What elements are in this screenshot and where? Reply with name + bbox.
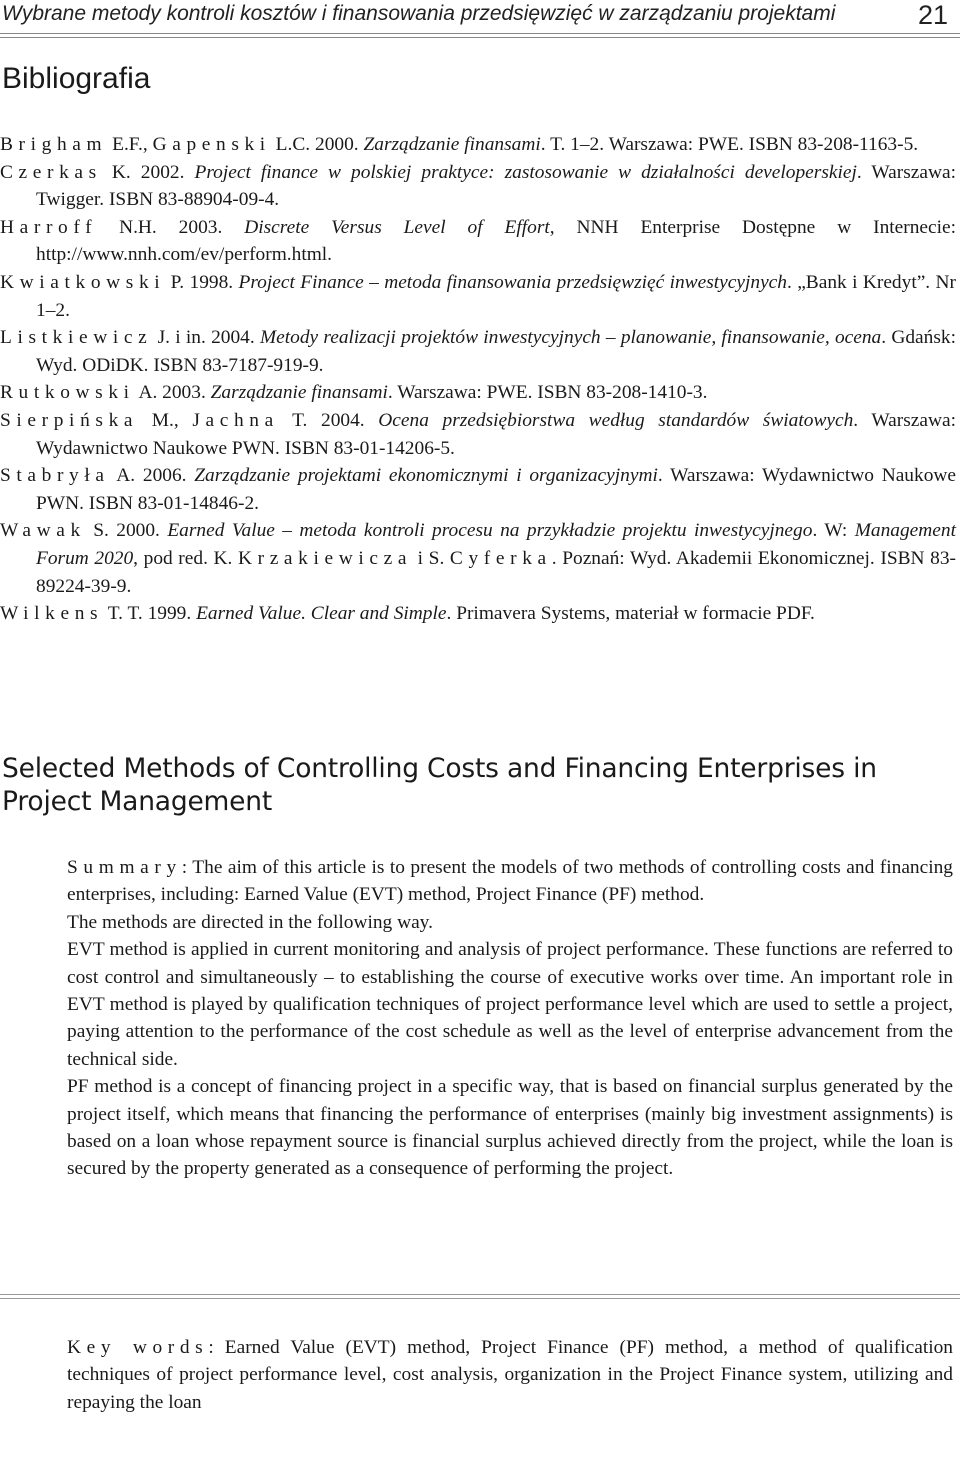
entry-text: E.F.,: [107, 134, 153, 155]
entry-title: Ocena przedsiębiorstwa według standardów światowych: [378, 409, 854, 431]
page-number: 21: [917, 0, 948, 30]
keywords-paragraph: [67, 1334, 953, 1416]
entry-text: . Primavera Systems, materiał w formacie PDF.: [446, 603, 815, 625]
entry-text: J. i in. 2004.: [152, 327, 260, 349]
entry-author: Wawak: [0, 520, 86, 542]
entry-text: S. 2000.: [85, 520, 168, 542]
entry-author: Rutkowski: [0, 382, 135, 404]
entry-text: A. 2006.: [109, 465, 195, 487]
entry-author: Listkiewicz: [0, 327, 153, 349]
keywords-text: : Earned Value (EVT) method, Project Finance (PF) method, a method of qualification techniques of project performance level, cost analysis, organization in the Project Finance system, utilizing and repaying the loan: [67, 1337, 953, 1413]
bibliography-heading: Bibliografia: [2, 62, 151, 95]
bibliography-entry: [0, 159, 956, 214]
entry-author: Harroff: [0, 216, 98, 238]
entry-text: . Warszawa: Wydawnictwo Naukowe PWN. ISBN 83-01-14846-2.: [36, 465, 957, 514]
summary-lead: : The aim of this article is to present the models of two methods of controlling costs and financing enterprises, including: Earned Value (EVT) method, Project Finance (PF) method.: [67, 857, 953, 906]
entry-title: Earned Value. Clear and Simple: [196, 603, 447, 625]
entry-author: Wilkens: [0, 603, 104, 625]
bibliography-entry: [0, 269, 956, 324]
entry-text: . „Bank i Kredyt”. Nr 1–2.: [36, 271, 956, 321]
entry-text: T. 2004.: [278, 409, 379, 431]
bibliography-entry: [0, 131, 956, 159]
section-rule: [0, 1294, 960, 1299]
english-title: Selected Methods of Controlling Costs and Financing Enterprises in Project Management: [2, 753, 877, 817]
entry-text: , NNH Enterprise Dostępne w Internecie: http://www.nnh.com/ev/perform.html.: [36, 216, 957, 266]
entry-author: Jachna: [192, 409, 279, 431]
entry-title: Earned Value – metoda kontroli procesu na przykładzie projektu inwestycyjnego: [167, 520, 813, 542]
bibliography-entry: [0, 324, 956, 379]
entry-title: Project finance w polskiej praktyce: zastosowanie w działalności developerskiej: [194, 161, 857, 183]
entry-author: Czerkas: [0, 161, 102, 183]
entry-text: . Poznań: Wyd. Akademii Ekonomicznej. ISBN 83-89224-39-9.: [36, 547, 956, 597]
entry-title: Zarządzanie finansami: [210, 382, 388, 404]
summary-paragraph: [67, 854, 953, 909]
entry-text: P. 1998.: [165, 271, 239, 293]
entry-author: Brigham: [0, 134, 108, 155]
entry-text: . Warszawa: Twigger. ISBN 83-88904-09-4.: [36, 161, 956, 211]
running-header-title: Wybrane metody kontroli kosztów i finansowania przedsięwzięć w zarządzaniu projektami: [2, 2, 836, 25]
bibliography-entry: [0, 517, 956, 600]
entry-title: Zarządzanie finansami: [363, 134, 541, 155]
summary-paragraph: EVT method is applied in current monitoring and analysis of project performance. These functions are referred to cost control and simultaneously – to establishing the course of executive works over time. An important role in EVT method is played by qualification techniques of project performance level which are used to settle a project, paying attention to the performance of the cost schedule as well as the level of enterprise advancement from the technical side.: [67, 939, 953, 1070]
keywords-label: Key words: [67, 1337, 209, 1358]
header-rule: [0, 33, 960, 38]
entry-editor: Cyferka: [449, 547, 552, 569]
bibliography-list: [0, 131, 956, 628]
bibliography-entry: [0, 214, 956, 269]
bibliography-entry: [0, 600, 956, 628]
entry-text: . Warszawa: Wydawnictwo Naukowe PWN. ISBN 83-01-14206-5.: [36, 409, 956, 459]
entry-text: T. T. 1999.: [103, 603, 197, 625]
entry-title: Zarządzanie projektami ekonomicznymi i organizacyjnymi: [194, 465, 658, 487]
entry-text: . Gdańsk: Wyd. ODiDK. ISBN 83-7187-919-9.: [36, 327, 956, 376]
bibliography-entry: [0, 379, 956, 407]
entry-title: Discrete Versus Level of Effort: [244, 216, 550, 238]
entry-title: Metody realizacji projektów inwestycyjnych – planowanie, finansowanie, ocena: [259, 327, 882, 349]
entry-text: K. 2002.: [101, 161, 195, 183]
bibliography-entry: [0, 407, 956, 462]
summary-label: Summary: [67, 857, 182, 878]
running-header: [0, 0, 960, 32]
summary-section: [67, 854, 953, 1183]
entry-text: . T. 1–2. Warszawa: PWE. ISBN 83-208-1163-5.: [540, 134, 919, 155]
entry-author: Gapenski: [152, 134, 271, 155]
entry-title: Project Finance – metoda finansowania przedsięwzięć inwestycyjnych: [238, 271, 787, 293]
entry-title: Management Forum 2020: [36, 520, 956, 569]
entry-author: Stabryła: [0, 465, 110, 487]
entry-author: Kwiatkowski: [0, 271, 166, 293]
bibliography-entry: [0, 462, 956, 517]
entry-text: A. 2003.: [134, 382, 211, 404]
entry-editor: Krzakiewicza: [237, 547, 413, 569]
entry-text: L.C. 2000.: [270, 134, 364, 155]
summary-paragraph: The methods are directed in the following way.: [67, 911, 433, 933]
entry-text: i S.: [412, 547, 450, 569]
entry-text: . W:: [812, 520, 855, 542]
entry-text: M.,: [138, 409, 193, 431]
entry-author: Sierpińska: [0, 409, 139, 431]
entry-text: . Warszawa: PWE. ISBN 83-208-1410-3.: [387, 382, 708, 404]
summary-paragraph: PF method is a concept of financing project in a specific way, that is based on financial surplus generated by the project itself, which means that financing the performance of enterprises (mainly big investment assignments) is based on a loan whose repayment source is financial surplus achieved directly from the project, while the loan is secured by the property generated as a consequence of performing the project.: [67, 1076, 953, 1180]
entry-text: , pod red. K.: [133, 547, 238, 569]
entry-text: N.H. 2003.: [97, 216, 245, 238]
